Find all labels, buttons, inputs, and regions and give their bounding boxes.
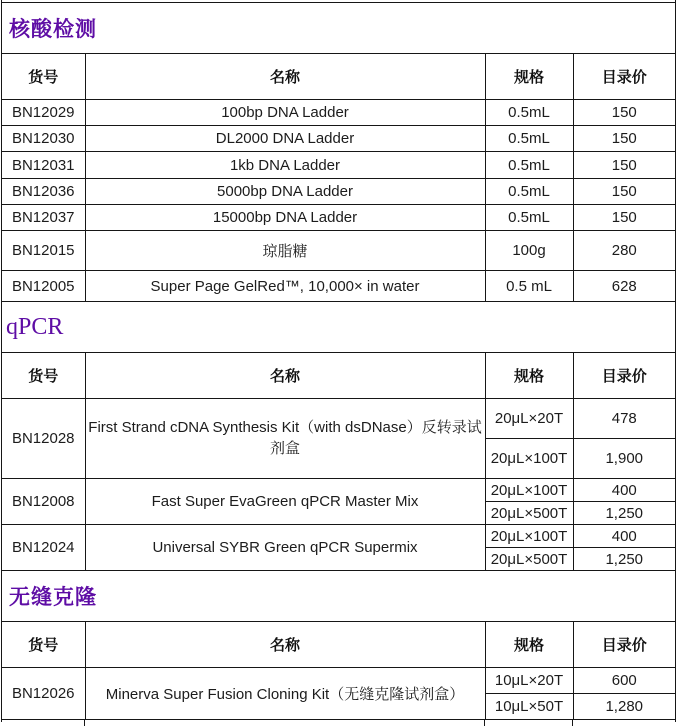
cell-spec: 20μL×100T <box>485 439 573 479</box>
bottom-partial-row <box>2 720 675 726</box>
cell-price: 1,250 <box>573 548 675 571</box>
cell-price: 150 <box>573 100 675 126</box>
cell-item: BN12030 <box>2 126 85 152</box>
cell-name: Universal SYBR Green qPCR Supermix <box>85 525 485 571</box>
section-title-seamless-cloning: 无缝克隆 <box>9 586 97 609</box>
table-row <box>2 479 675 502</box>
cell-name: Minerva Super Fusion Cloning Kit（无缝克隆试剂盒） <box>85 668 485 720</box>
bottom-partial-cell <box>485 720 573 726</box>
cell-spec: 0.5mL <box>485 100 573 126</box>
cell-price: 280 <box>573 231 675 271</box>
cell-spec: 100g <box>485 231 573 271</box>
cell-spec: 10μL×20T <box>485 668 573 694</box>
bottom-partial-cell <box>85 720 485 726</box>
table-row <box>2 205 675 231</box>
cell-item: BN12024 <box>2 525 85 571</box>
table-seamless-cloning <box>2 621 675 720</box>
col-header-price: 目录价 <box>573 622 675 668</box>
cell-name: First Strand cDNA Synthesis Kit（with dsDNase）反转录试剂盒 <box>85 399 485 479</box>
cell-name: 15000bp DNA Ladder <box>85 205 485 231</box>
cell-name: Fast Super EvaGreen qPCR Master Mix <box>85 479 485 525</box>
table-row <box>2 152 675 179</box>
col-header-item: 货号 <box>2 54 85 100</box>
cell-name: 5000bp DNA Ladder <box>85 179 485 205</box>
cell-spec: 20μL×20T <box>485 399 573 439</box>
cell-price: 150 <box>573 179 675 205</box>
table-row <box>2 126 675 152</box>
col-header-name: 名称 <box>85 622 485 668</box>
cell-price: 150 <box>573 152 675 179</box>
col-header-item: 货号 <box>2 353 85 399</box>
cell-name: 1kb DNA Ladder <box>85 152 485 179</box>
cell-spec: 20μL×100T <box>485 479 573 502</box>
cell-price: 1,280 <box>573 694 675 720</box>
cell-spec: 0.5 mL <box>485 271 573 302</box>
cell-spec: 0.5mL <box>485 126 573 152</box>
table-nucleic-acid <box>2 53 675 302</box>
cell-price: 628 <box>573 271 675 302</box>
section-band-seamless-cloning <box>2 571 675 621</box>
col-header-price: 目录价 <box>573 353 675 399</box>
cell-item: BN12026 <box>2 668 85 720</box>
col-header-spec: 规格 <box>485 353 573 399</box>
col-header-spec: 规格 <box>485 622 573 668</box>
bottom-partial-cell <box>2 720 85 726</box>
section-title-qpcr: qPCR <box>6 313 64 340</box>
price-list-frame <box>1 0 676 722</box>
cell-price: 150 <box>573 205 675 231</box>
cell-item: BN12028 <box>2 399 85 479</box>
cell-item: BN12015 <box>2 231 85 271</box>
cell-name: 100bp DNA Ladder <box>85 100 485 126</box>
cell-price: 400 <box>573 525 675 548</box>
section-band-nucleic-acid <box>2 3 675 53</box>
cell-spec: 0.5mL <box>485 152 573 179</box>
table-row <box>2 231 675 271</box>
cell-spec: 10μL×50T <box>485 694 573 720</box>
table-row <box>2 100 675 126</box>
table-qpcr <box>2 352 675 571</box>
cell-item: BN12008 <box>2 479 85 525</box>
col-header-name: 名称 <box>85 353 485 399</box>
cell-price: 1,900 <box>573 439 675 479</box>
section-title-nucleic-acid: 核酸检测 <box>9 18 97 41</box>
cell-price: 150 <box>573 126 675 152</box>
cell-price: 1,250 <box>573 502 675 525</box>
col-header-price: 目录价 <box>573 54 675 100</box>
table-row <box>2 668 675 694</box>
section-band-qpcr <box>2 302 675 352</box>
cell-item: BN12031 <box>2 152 85 179</box>
cell-price: 478 <box>573 399 675 439</box>
table-row <box>2 179 675 205</box>
table-header-row <box>2 353 675 399</box>
table-header-row <box>2 622 675 668</box>
cell-item: BN12005 <box>2 271 85 302</box>
cell-item: BN12029 <box>2 100 85 126</box>
cell-spec: 0.5mL <box>485 205 573 231</box>
col-header-spec: 规格 <box>485 54 573 100</box>
cell-spec: 20μL×500T <box>485 502 573 525</box>
cell-item: BN12037 <box>2 205 85 231</box>
col-header-item: 货号 <box>2 622 85 668</box>
cell-spec: 0.5mL <box>485 179 573 205</box>
table-row <box>2 399 675 439</box>
cell-name: DL2000 DNA Ladder <box>85 126 485 152</box>
cell-name: 琼脂糖 <box>85 231 485 271</box>
cell-price: 400 <box>573 479 675 502</box>
table-header-row <box>2 54 675 100</box>
bottom-partial-cell <box>573 720 675 726</box>
table-row <box>2 525 675 548</box>
cell-price: 600 <box>573 668 675 694</box>
cell-name: Super Page GelRed™, 10,000× in water <box>85 271 485 302</box>
table-row <box>2 271 675 302</box>
cell-spec: 20μL×100T <box>485 525 573 548</box>
cell-item: BN12036 <box>2 179 85 205</box>
col-header-name: 名称 <box>85 54 485 100</box>
cell-spec: 20μL×500T <box>485 548 573 571</box>
